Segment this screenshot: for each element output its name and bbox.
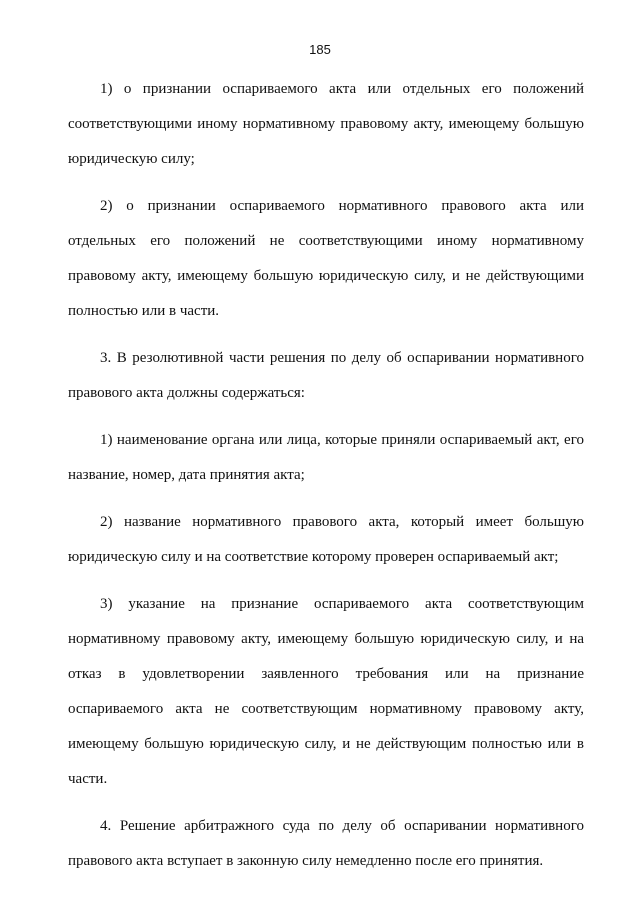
paragraph-clause-1-1: 1) о признании оспариваемого акта или отдельных его положений соответствующими иному нормативному правовому акту, имеющему большую юридическую силу;	[68, 81, 584, 167]
page-number: 185	[309, 42, 331, 57]
paragraph-section-3: 3. В резолютивной части решения по делу об оспаривании нормативного правового акта должны содержаться:	[68, 350, 584, 401]
document-body	[68, 72, 584, 891]
paragraph-clause-3-2: 2) название нормативного правового акта, который имеет большую юридическую силу и на соответствие которому проверен оспариваемый акт;	[68, 514, 584, 565]
paragraph-clause-3-3: 3) указание на признание оспариваемого акта соответствующим нормативному правовому акту, имеющему большую юридическую силу, и на отказ в удовлетворении заявленного требования или на признание оспариваемого акта не соответствующим нормативному правовому акту, имеющему большую юридическую силу, и не действующим полностью или в части.	[68, 596, 584, 787]
paragraph-section-4: 4. Решение арбитражного суда по делу об оспаривании нормативного правового акта вступает в законную силу немедленно после его принятия.	[68, 818, 584, 869]
paragraph-clause-1-2: 2) о признании оспариваемого нормативного правового акта или отдельных его положений не соответствующими иному нормативному правовому акту, имеющему большую юридическую силу, и не действующими полностью или в части.	[68, 198, 584, 319]
paragraph-clause-3-1: 1) наименование органа или лица, которые приняли оспариваемый акт, его название, номер, дата принятия акта;	[68, 432, 584, 483]
